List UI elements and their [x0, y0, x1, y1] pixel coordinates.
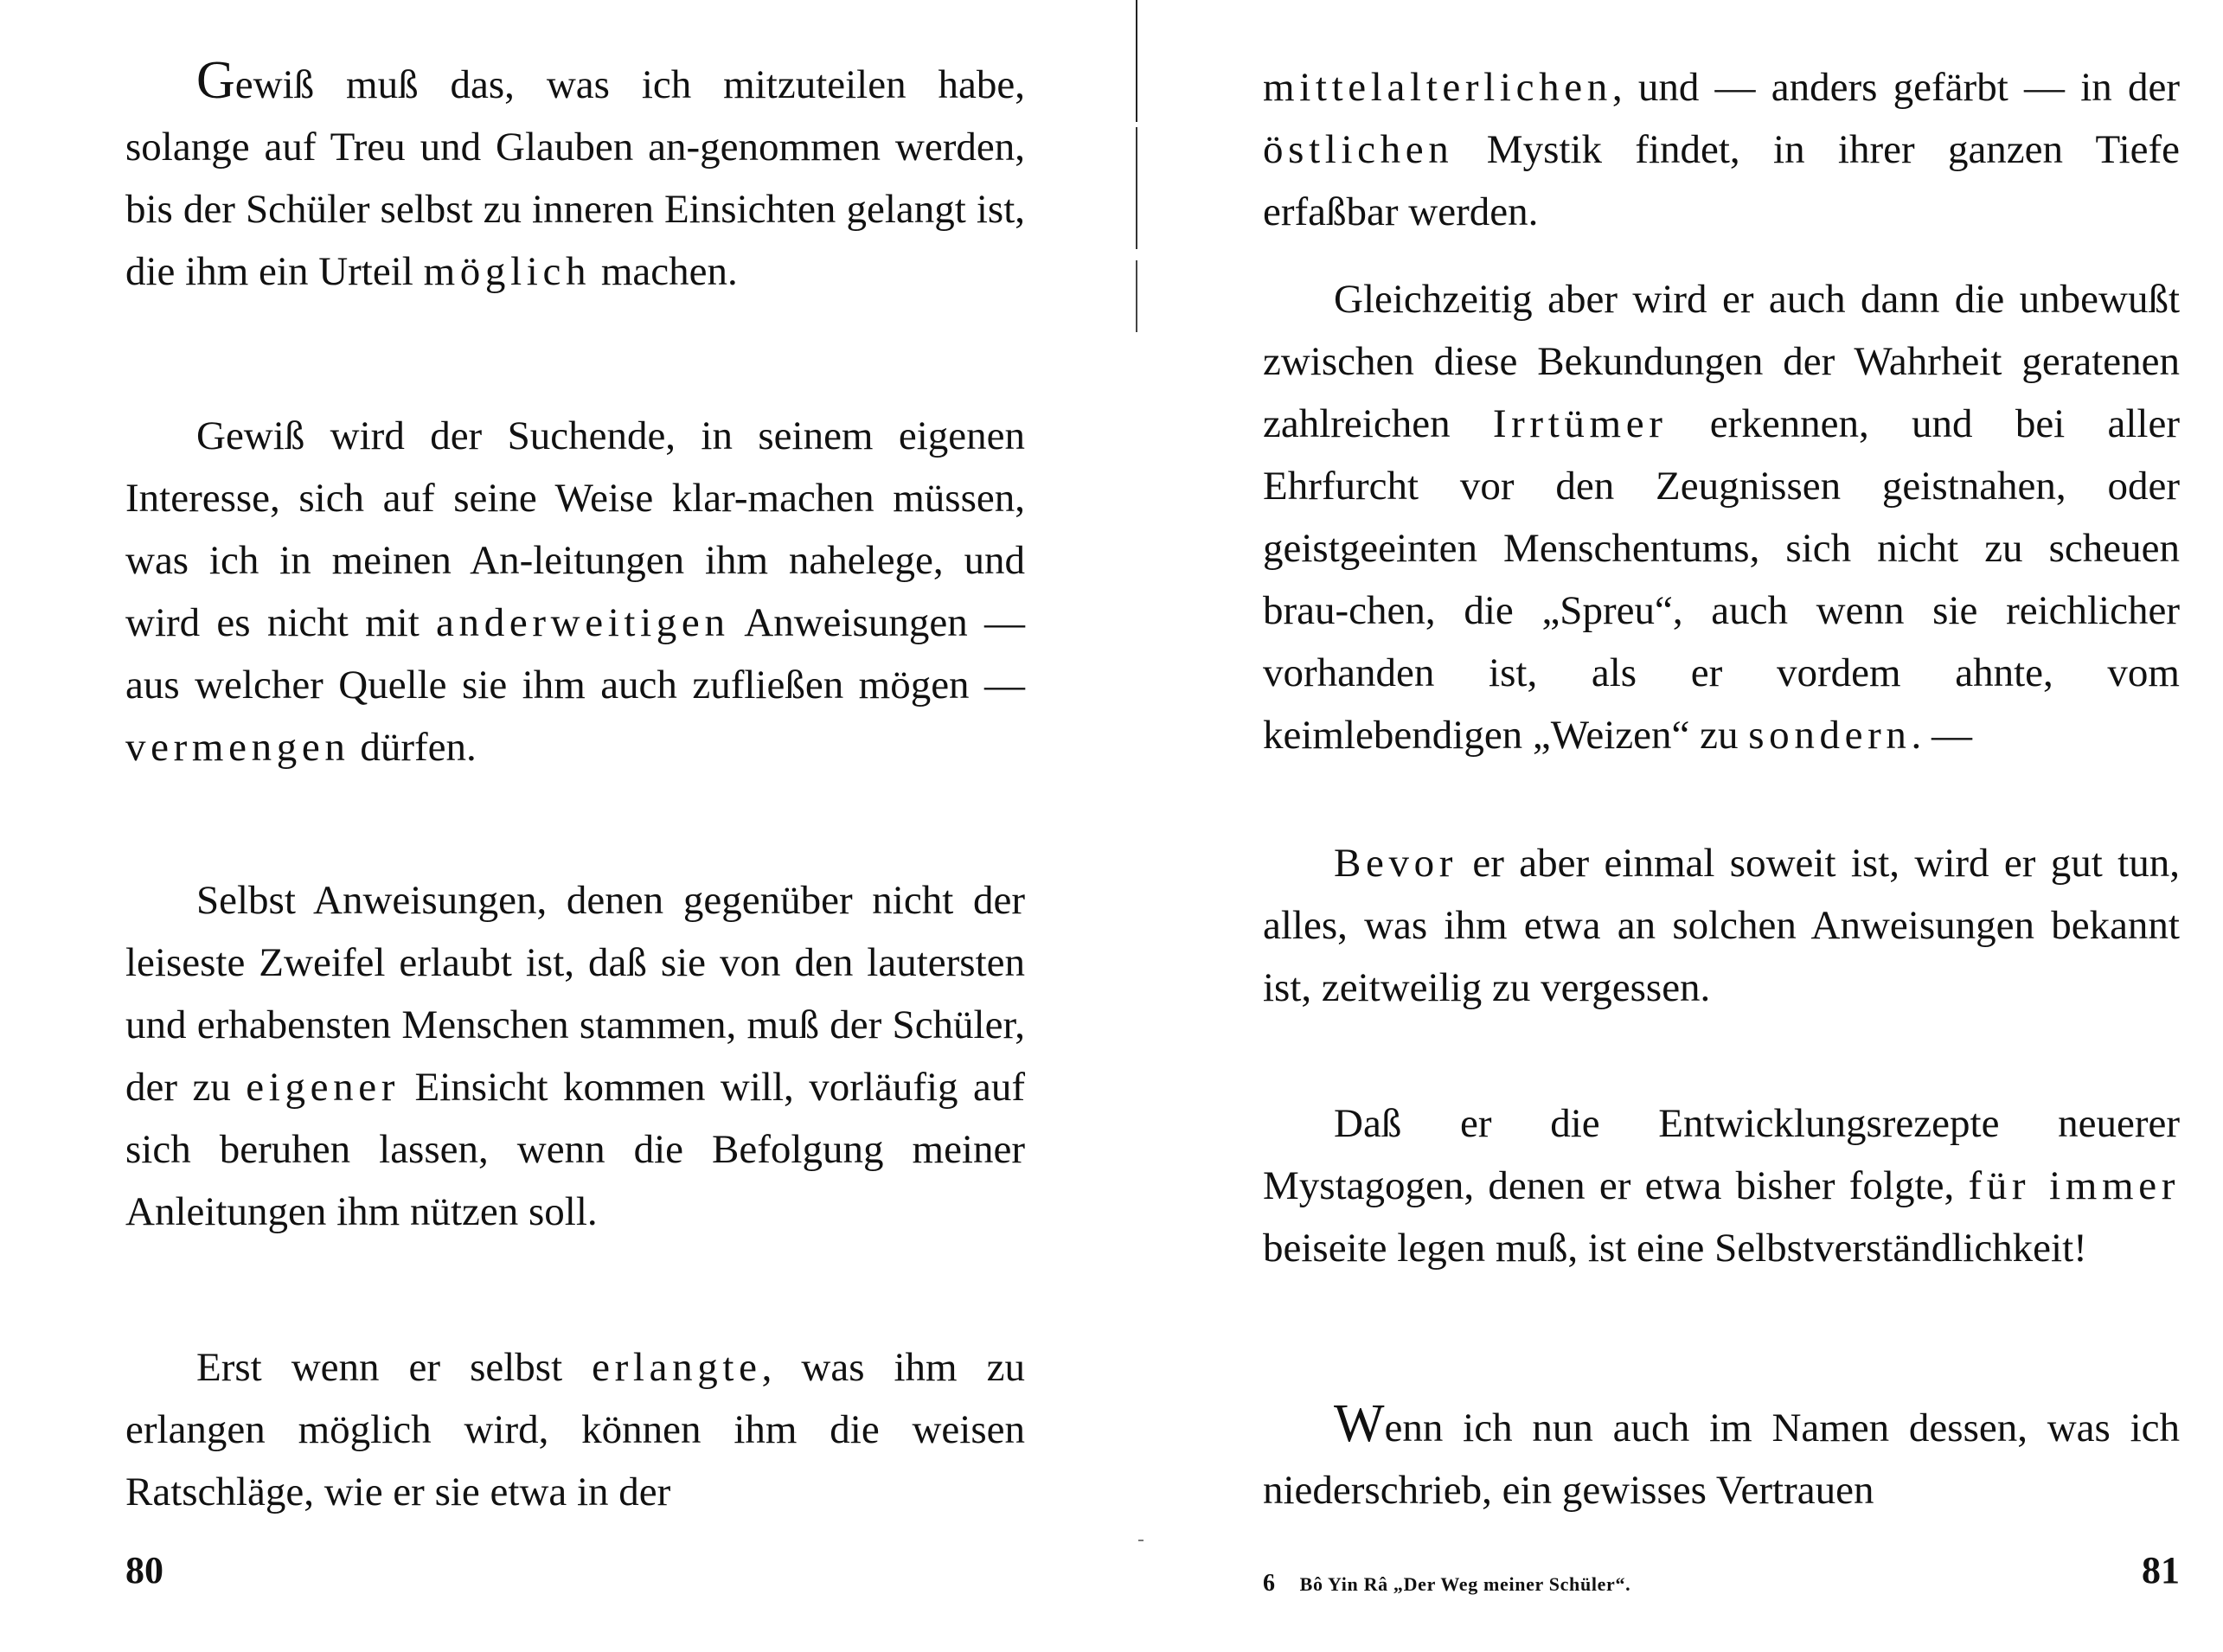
- right-paragraph-5-text: enn ich nun auch im Namen dessen, was ich niederschrieb, ein gewisses Vertrauen: [1263, 1405, 2180, 1513]
- right-paragraph-2-spaced-1: Irrtümer: [1492, 401, 1668, 446]
- left-paragraph-1: [125, 51, 1025, 303]
- gutter-line: [1136, 0, 1137, 554]
- right-paragraph-4-text-2: beiseite legen muß, ist eine Selbstverständlichkeit!: [1263, 1226, 2087, 1271]
- right-paragraph-1-text-2: Mystik findet, in ihrer ganzen Tiefe erfaßbar werden.: [1263, 127, 2180, 234]
- right-paragraph-1-text-1: , und — anders gefärbt — in der: [1611, 65, 2180, 110]
- left-paragraph-4-text-1: Erst wenn er selbst: [196, 1345, 593, 1390]
- left-paragraph-2-text-1: Gewiß wird der Suchende, in seinem eigenen Interesse, sich auf seine Weise klar-machen müssen, was ich in meinen An-leitungen ihm nahelege, und wird es nicht mit: [125, 413, 1025, 645]
- right-paragraph-1: [1263, 56, 2180, 243]
- right-paragraph-2-text-1: Gleichzeitig aber wird er auch dann die unbewußt zwischen diese Bekundungen der Wahrheit geratenen zahlreichen: [1263, 277, 2180, 446]
- left-paragraph-1-text-end: machen.: [591, 249, 738, 294]
- signature-number: 6: [1263, 1570, 1276, 1597]
- left-paragraph-1-spaced-word: möglich: [423, 249, 592, 294]
- left-paragraph-4-spaced-1: erlangte: [592, 1345, 762, 1390]
- left-paragraph-2-text-3: dürfen.: [349, 725, 477, 770]
- right-paragraph-3: [1263, 832, 2180, 1019]
- right-paragraph-2-text-2: erkennen, und bei aller Ehrfurcht vor den Zeugnissen geistnahen, oder geistgeeinten Menschentums, sich nicht zu scheuen brau-chen, die „Spreu“, auch wenn sie reichlicher vorhanden ist, als er vordem ahnte, vom keimlebendigen „Weizen“ zu: [1263, 401, 2180, 758]
- left-paragraph-2-spaced-1: anderweitigen: [436, 600, 730, 645]
- left-paragraph-4-text-2: , was ihm zu erlangen möglich wird, können ihm die weisen Ratschläge, wie er sie etwa in der: [125, 1345, 1025, 1514]
- page-number-right: 81: [2142, 1549, 2180, 1591]
- right-paragraph-5: [1263, 1394, 2180, 1521]
- dropcap-g: G: [196, 51, 235, 110]
- gutter-mark: [1138, 1540, 1144, 1541]
- right-paragraph-2: [1263, 268, 2180, 766]
- right-paragraph-4: [1263, 1092, 2180, 1279]
- left-paragraph-2-text-2: Anweisungen — aus welcher Quelle sie ihm auch zufließen mögen —: [125, 600, 1025, 708]
- right-paragraph-2-spaced-2: sondern: [1748, 713, 1912, 758]
- left-paragraph-2-spaced-2: vermengen: [125, 725, 350, 770]
- right-paragraph-2-text-3: . —: [1911, 713, 1973, 758]
- right-paragraph-1-spaced-2: östlichen: [1263, 127, 1454, 172]
- dropcap-w: W: [1334, 1394, 1385, 1453]
- right-paragraph-4-text-1: Daß er die Entwicklungsrezepte neuerer Mystagogen, denen er etwa bisher folgte,: [1263, 1101, 2180, 1208]
- right-paragraph-1-spaced-1: mittelalterlichen: [1263, 65, 1612, 110]
- left-paragraph-2: [125, 405, 1025, 778]
- left-paragraph-3-text-1: Selbst Anweisungen, denen gegenüber nicht der leiseste Zweifel erlaubt ist, daß sie von den lautersten und erhabensten Menschen stammen, muß der Schüler, der zu: [125, 878, 1025, 1110]
- signature-text: Bô Yin Râ „Der Weg meiner Schüler“.: [1299, 1573, 1631, 1595]
- right-paragraph-4-spaced-1: für immer: [1968, 1163, 2180, 1208]
- left-paragraph-3: [125, 869, 1025, 1243]
- left-paragraph-3-spaced-1: eigener: [246, 1065, 400, 1110]
- page-number-left: 80: [125, 1549, 163, 1591]
- left-paragraph-4: [125, 1336, 1025, 1523]
- left-paragraph-3-text-2: Einsicht kommen will, vorläufig auf sich beruhen lassen, wenn die Befolgung meiner Anleitungen ihm nützen soll.: [125, 1065, 1025, 1234]
- right-paragraph-3-text-1: er aber einmal soweit ist, wird er gut tun, alles, was ihm etwa an solchen Anweisungen bekannt ist, zeitweilig zu vergessen.: [1263, 841, 2180, 1010]
- right-paragraph-3-spaced-1: Bevor: [1334, 841, 1458, 886]
- signature-line: [1263, 1570, 1630, 1598]
- left-paragraph-1-text: ewiß muß das, was ich mitzuteilen habe, solange auf Treu und Glauben an-genommen werden, bis der Schüler selbst zu inneren Einsichten gelangt ist, die ihm ein Urteil: [125, 62, 1025, 294]
